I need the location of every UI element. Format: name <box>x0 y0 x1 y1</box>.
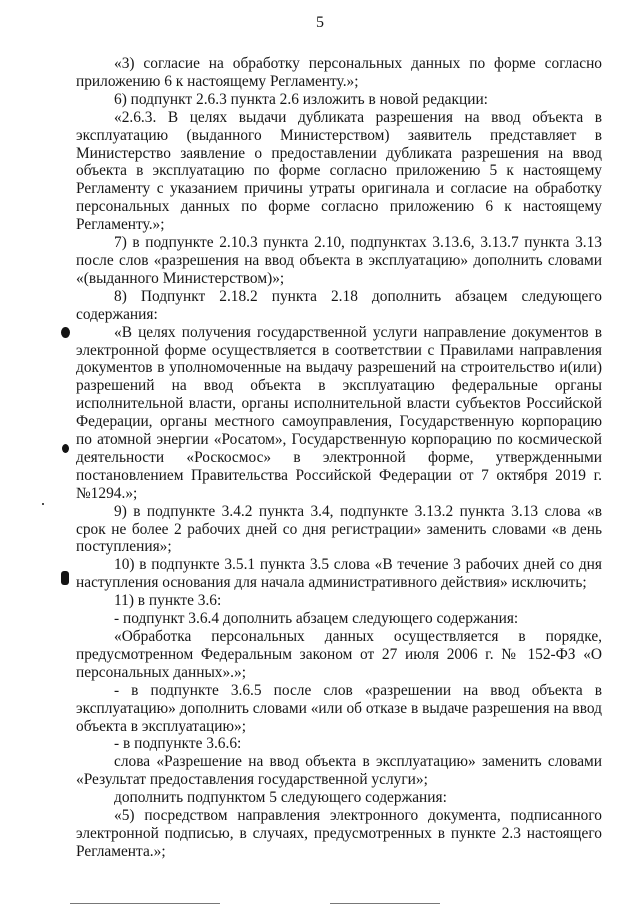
scan-mark <box>42 503 44 505</box>
paragraph: 11) в пункте 3.6: <box>114 592 222 610</box>
paragraph: 6) подпункт 2.6.3 пункта 2.6 изложить в новой редакции: <box>114 90 488 108</box>
scan-mark <box>61 571 69 585</box>
paragraph: «Обработка персональных данных осуществляется в порядке, предусмотренном Федеральным законом от 27 июля 2006 г. № 152-ФЗ «О персональных данных».»; <box>76 628 602 681</box>
scan-edge-line <box>330 903 440 904</box>
paragraph: - подпункт 3.6.4 дополнить абзацем следующего содержания: <box>114 610 519 628</box>
paragraph: «2.6.3. В целях выдачи дубликата разрешения на ввод объекта в эксплуатацию (выданного Министерством) заявитель представляет в Министерство заявление о предоставлении дубликата разрешения на ввод объекта в эксплуатацию по форме согласно приложению 5 к настоящему Регламенту с указанием причины утраты оригинала и согласие на обработку персональных данных по форме согласно приложению 6 к настоящему Регламенту.»; <box>76 108 602 234</box>
paragraph: дополнить подпунктом 5 следующего содержания: <box>114 789 447 807</box>
scan-mark <box>62 444 69 453</box>
scan-mark <box>61 327 70 338</box>
paragraph: «3) согласие на обработку персональных данных по форме согласно приложению 6 к настоящему Регламенту.»; <box>76 55 602 90</box>
paragraph: 10) в подпункте 3.5.1 пункта 3.5 слова «В течение 3 рабочих дней со дня наступления основания для начала административного действия» исключить; <box>76 556 602 592</box>
paragraph: 8) Подпункт 2.18.2 пункта 2.18 дополнить абзацем следующего содержания: <box>76 287 602 323</box>
paragraph: слова «Разрешение на ввод объекта в эксплуатацию» заменить словами «Результат предоставления государственной услуги»; <box>76 753 602 789</box>
paragraph: «5) посредством направления электронного документа, подписанного электронной подписью, в случаях, предусмотренных в пункте 2.3 настоящего Регламента.»; <box>76 807 602 860</box>
page-number: 5 <box>316 14 324 31</box>
paragraph: - в подпункте 3.6.6: <box>114 735 242 753</box>
document-body <box>76 55 602 861</box>
paragraph: - в подпункте 3.6.5 после слов «разрешении на ввод объекта в эксплуатацию» дополнить словами «или об отказе в выдаче разрешения на ввод объекта в эксплуатацию»; <box>76 681 602 735</box>
paragraph: 7) в подпункте 2.10.3 пункта 2.10, подпунктах 3.13.6, 3.13.7 пункта 3.13 после слов «разрешения на ввод объекта в эксплуатацию» дополнить словами «(выданного Министерством)»; <box>76 234 602 287</box>
paragraph: «В целях получения государственной услуги направление документов в электронной форме осуществляется в соответствии с Правилами направления документов в уполномоченные на выдачу разрешений на строительство и(или) разрешений на ввод объекта в эксплуатацию федеральные органы исполнительной власти, органы исполнительной власти субъектов Российской Федерации, органы местного самоуправления, Государственную корпорацию по атомной энергии «Росатом», Государственную корпорацию по космической деятельности «Роскосмос» в электронной форме, утвержденными постановлением Правительства Российской Федерации от 7 октября 2019 г. №1294.»; <box>76 323 602 502</box>
scan-edge-line <box>70 903 220 904</box>
paragraph: 9) в подпункте 3.4.2 пункта 3.4, подпункте 3.13.2 пункта 3.13 слова «в срок не более 2 рабочих дней со дня регистрации» заменить словами «в день поступления»; <box>76 502 602 556</box>
